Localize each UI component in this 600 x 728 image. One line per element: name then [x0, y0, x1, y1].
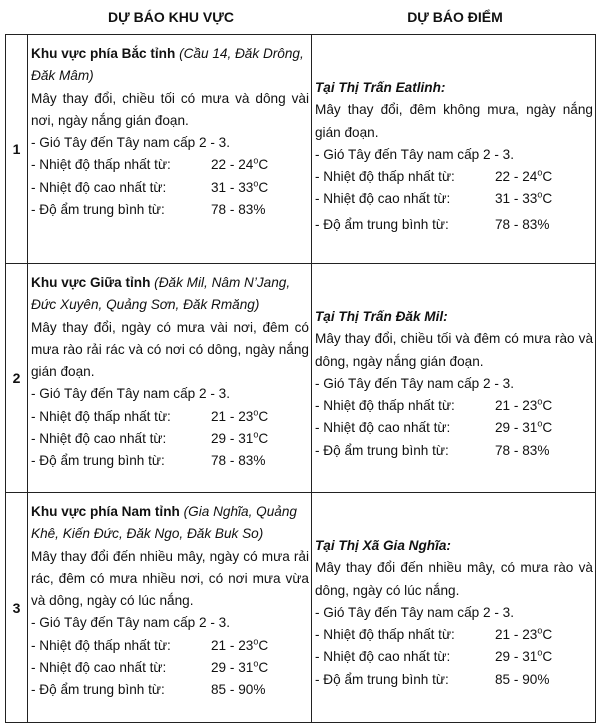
point-title: Tại Thị Trấn Eatlinh: [315, 80, 446, 95]
point-tmax-value: 29 - 31$^o$C [495, 647, 553, 665]
region-title [31, 43, 309, 88]
region-description: Mây thay đổi đến nhiều mây, ngày có mưa rải rác, đêm có mưa nhiều nơi, có nơi mưa vừa và dông, ngày có lúc nắng. [31, 548, 309, 609]
point-title: Tại Thị Trấn Đăk Mil: [315, 309, 448, 324]
point-cell [312, 264, 596, 493]
row-number: 2 [6, 264, 28, 493]
region-places: (Gia Nghĩa, Quảng Khê, Kiến Đức, Đăk Ngo, Đăk Buk So) [31, 504, 297, 542]
point-tmin-label: - Nhiệt độ thấp nhất từ: [315, 398, 455, 414]
region-tmin-value: 21 - 23$^o$C [211, 407, 269, 424]
point-tmin-value: 22 - 24$^o$C [495, 167, 553, 185]
region-humidity-value: 78 - 83% [211, 202, 266, 218]
region-title [31, 272, 309, 317]
region-humidity-value: 85 - 90% [211, 682, 266, 698]
region-humidity-label: - Độ ẩm trung bình từ: [31, 453, 165, 469]
point-tmax-label: - Nhiệt độ cao nhất từ: [315, 191, 451, 207]
point-humidity-value: 78 - 83% [495, 216, 550, 232]
point-wind: - Gió Tây đến Tây nam cấp 2 - 3. [315, 375, 514, 391]
point-humidity-value: 85 - 90% [495, 671, 550, 687]
point-tmin-label: - Nhiệt độ thấp nhất từ: [315, 169, 455, 185]
region-cell [28, 35, 312, 264]
region-tmax-label: - Nhiệt độ cao nhất từ: [31, 660, 167, 676]
region-name: Khu vực Giữa tỉnh [31, 275, 151, 290]
region-humidity-value: 78 - 83% [211, 453, 266, 469]
point-humidity-label: - Độ ẩm trung bình từ: [315, 671, 449, 687]
point-tmin-value: 21 - 23$^o$C [495, 396, 553, 414]
point-cell [312, 35, 596, 264]
region-humidity-label: - Độ ẩm trung bình từ: [31, 202, 165, 218]
region-tmin-value: 21 - 23$^o$C [211, 636, 269, 653]
point-cell [312, 493, 596, 723]
region-wind: - Gió Tây đến Tây nam cấp 2 - 3. [31, 615, 230, 631]
point-wind: - Gió Tây đến Tây nam cấp 2 - 3. [315, 604, 514, 620]
region-wind: - Gió Tây đến Tây nam cấp 2 - 3. [31, 135, 230, 151]
point-tmin-value: 21 - 23$^o$C [495, 625, 553, 643]
point-wind: - Gió Tây đến Tây nam cấp 2 - 3. [315, 146, 514, 162]
region-name: Khu vực phía Bắc tỉnh [31, 46, 176, 61]
point-description: Mây thay đổi, đêm không mưa, ngày nắng gián đoạn. [315, 102, 593, 140]
point-description: Mây thay đổi đến nhiều mây, có mưa rào và dông, ngày có lúc nắng. [315, 560, 593, 598]
region-places: (Cầu 14, Đăk Drông, Đăk Mâm) [31, 46, 304, 84]
forecast-table [5, 34, 596, 723]
point-tmax-label: - Nhiệt độ cao nhất từ: [315, 649, 451, 665]
point-title: Tại Thị Xã Gia Nghĩa: [315, 538, 451, 553]
region-tmax-value: 31 - 33$^o$C [211, 178, 269, 195]
region-tmax-value: 29 - 31$^o$C [211, 658, 269, 676]
region-cell [28, 493, 312, 723]
region-tmin-label: - Nhiệt độ thấp nhất từ: [31, 637, 171, 653]
region-places: (Đăk Mil, Nâm N’Jang, Đức Xuyên, Quảng Sơn, Đăk Rmăng) [31, 275, 291, 313]
point-tmax-value: 29 - 31$^o$C [495, 418, 553, 436]
region-description: Mây thay đổi, chiều tối có mưa và dông vài nơi, ngày nắng gián đoạn. [31, 90, 309, 128]
row-number: 3 [6, 493, 28, 723]
region-tmin-label: - Nhiệt độ thấp nhất từ: [31, 157, 171, 173]
point-tmin-label: - Nhiệt độ thấp nhất từ: [315, 627, 455, 643]
region-title [31, 501, 309, 546]
point-tmax-value: 31 - 33$^o$C [495, 189, 553, 207]
point-forecast-header: DỰ BÁO ĐIỂM [407, 9, 503, 25]
region-forecast-header: DỰ BÁO KHU VỰC [108, 9, 234, 25]
region-cell [28, 264, 312, 493]
region-tmin-value: 22 - 24$^o$C [211, 155, 269, 173]
table-row [6, 264, 596, 493]
region-tmax-value: 29 - 31$^o$C [211, 429, 269, 447]
region-tmax-label: - Nhiệt độ cao nhất từ: [31, 431, 167, 447]
region-wind: - Gió Tây đến Tây nam cấp 2 - 3. [31, 386, 230, 402]
point-humidity-value: 78 - 83% [495, 442, 550, 458]
region-name: Khu vực phía Nam tỉnh [31, 504, 180, 519]
region-tmin-label: - Nhiệt độ thấp nhất từ: [31, 408, 171, 424]
point-humidity-label: - Độ ẩm trung bình từ: [315, 442, 449, 458]
region-humidity-label: - Độ ẩm trung bình từ: [31, 682, 165, 698]
table-row [6, 35, 596, 264]
point-tmax-label: - Nhiệt độ cao nhất từ: [315, 420, 451, 436]
region-description: Mây thay đổi, ngày có mưa vài nơi, đêm có mưa rào rải rác và có nơi có dông, ngày nắng gián đoạn. [31, 319, 309, 380]
row-number: 1 [6, 35, 28, 264]
region-tmax-label: - Nhiệt độ cao nhất từ: [31, 179, 167, 195]
point-humidity-label: - Độ ẩm trung bình từ: [315, 216, 449, 232]
table-row [6, 493, 596, 723]
point-description: Mây thay đổi, chiều tối và đêm có mưa rào và dông, ngày nắng gián đoạn. [315, 331, 593, 369]
